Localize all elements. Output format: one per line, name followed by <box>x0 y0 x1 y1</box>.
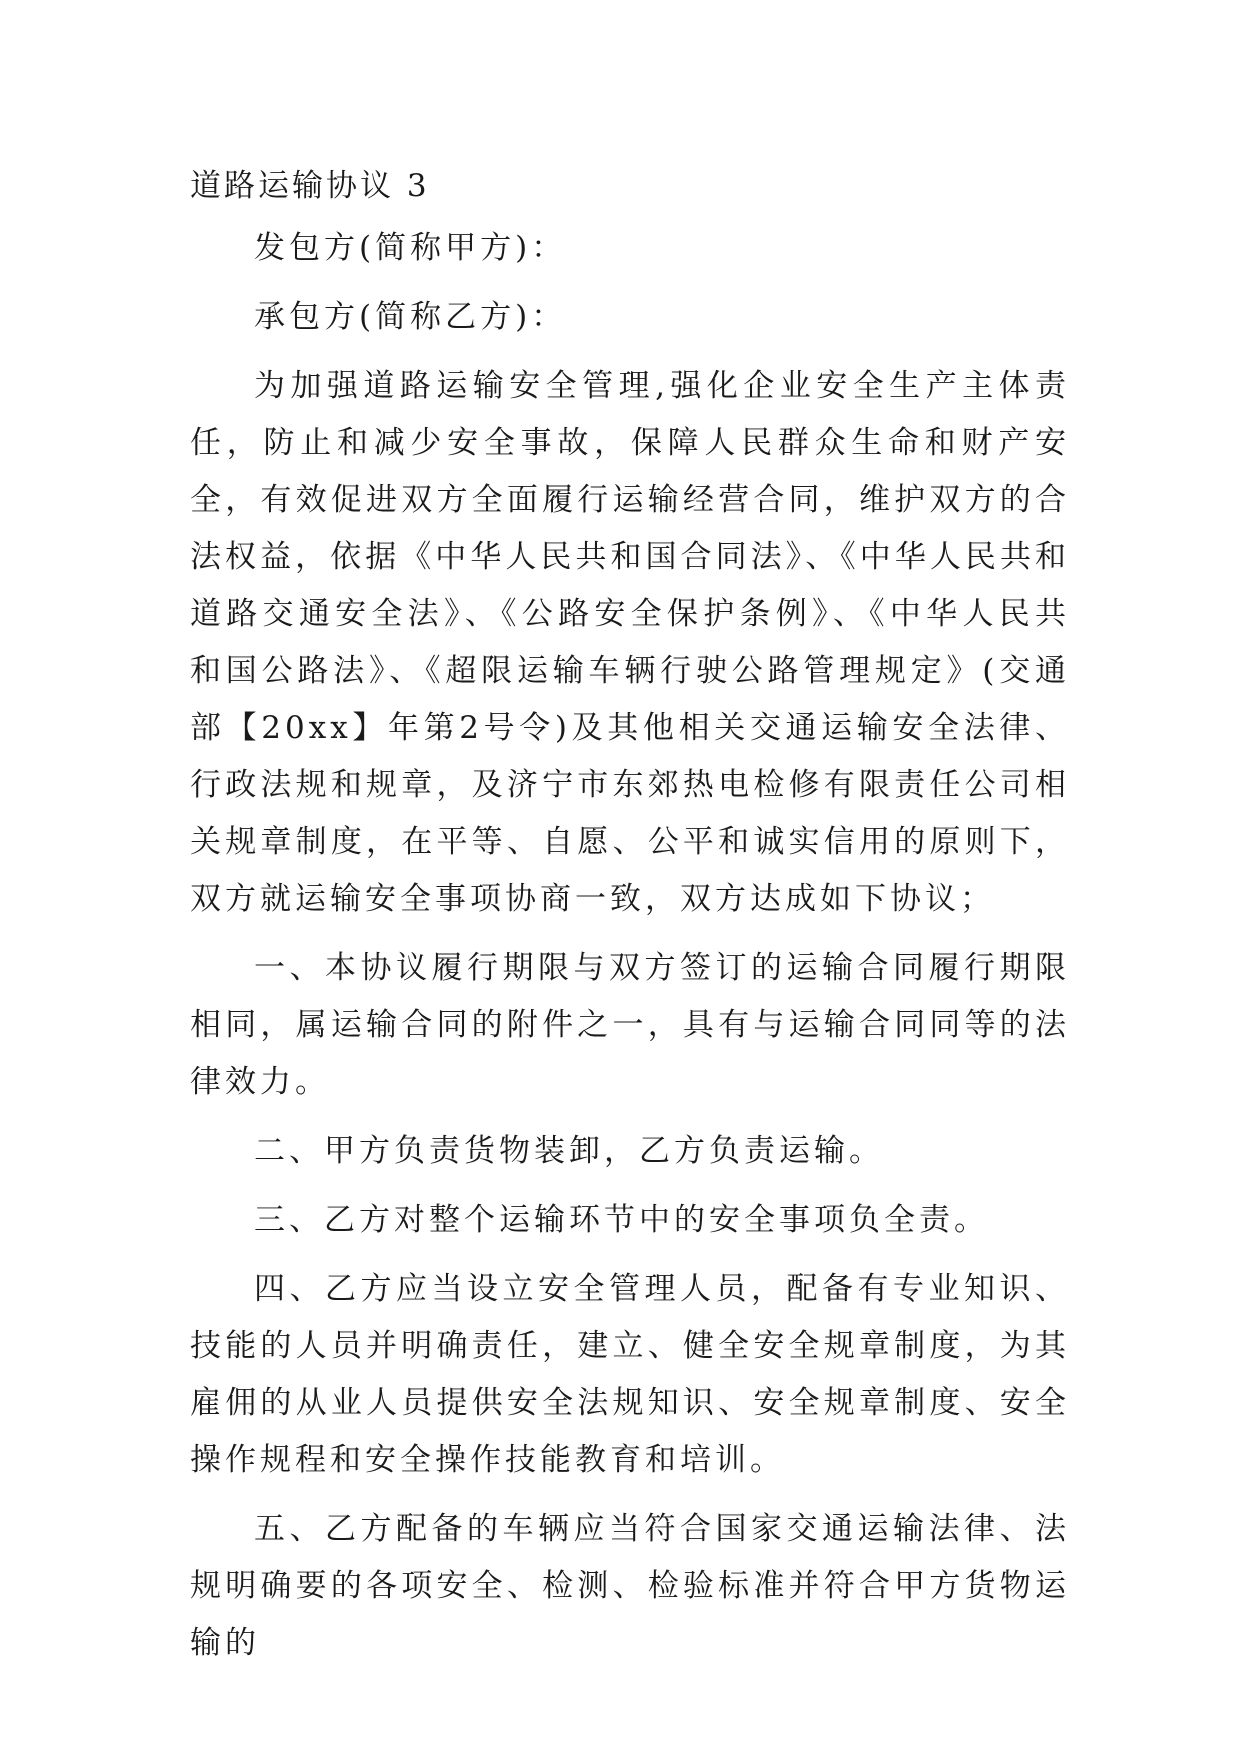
document-body <box>190 158 1070 1672</box>
paragraph-clause-3: 三、乙方对整个运输环节中的安全事项负全责。 <box>254 1202 989 1238</box>
paragraph-clause-1: 一、本协议履行期限与双方签订的运输合同履行期限相同，属运输合同的附件之一，具有与运输合同同等的法律效力。 <box>190 950 1070 1100</box>
paragraph-clause-5: 五、乙方配备的车辆应当符合国家交通运输法律、法规明确要的各项安全、检测、检验标准并符合甲方货物运输的 <box>190 1511 1070 1661</box>
paragraph-clause-2: 二、甲方负责货物装卸，乙方负责运输。 <box>254 1133 884 1169</box>
party-a-line: 发包方(简称甲方)： <box>254 230 567 266</box>
document-title: 道路运输协议 3 <box>190 168 430 204</box>
paragraph-preamble: 为加强道路运输安全管理,强化企业安全生产主体责任，防止和减少安全事故，保障人民群众生命和财产安全，有效促进双方全面履行运输经营合同，维护双方的合法权益，依据《中华人民共和国合同法》、《中华人民共和道路交通安全法》、《公路安全保护条例》、《中华人民共和国公路法》、《超限运输车辆行驶公路管理规定》(交通部【20xx】年第2号令)及其他相关交通运输安全法律、行政法规和规章，及济宁市东郊热电检修有限责任公司相关规章制度，在平等、自愿、公平和诚实信用的原则下，双方就运输安全事项协商一致，双方达成如下协议； <box>190 368 1070 917</box>
paragraph-clause-4: 四、乙方应当设立安全管理人员，配备有专业知识、技能的人员并明确责任，建立、健全安全规章制度，为其雇佣的从业人员提供安全法规知识、安全规章制度、安全操作规程和安全操作技能教育和培训。 <box>190 1271 1070 1478</box>
party-b-line: 承包方(简称乙方)： <box>254 299 567 335</box>
